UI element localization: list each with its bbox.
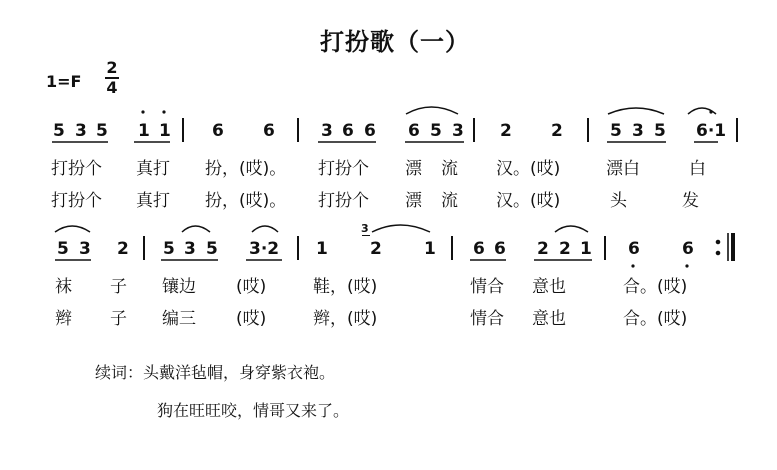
note: 3	[184, 239, 196, 259]
note: 3	[75, 121, 87, 141]
lyric-verse-2: 合。(哎)	[623, 309, 688, 329]
octave-dot-low	[631, 264, 634, 267]
lyric-verse-1: 打扮个	[51, 159, 102, 179]
lyric-verse-2: 扮，(哎)。	[205, 191, 287, 211]
note: 6	[494, 239, 506, 259]
lyric-verse-1: 汉。(哎)	[496, 159, 561, 179]
note: 1	[138, 121, 150, 141]
lyric-verse-2: 漂	[405, 191, 422, 211]
note: 2	[559, 239, 571, 259]
note: 3	[79, 239, 91, 259]
slur	[608, 108, 664, 114]
song-title: 打扮歌（一）	[320, 28, 470, 56]
lyric-verse-1: 白	[689, 159, 706, 179]
note: 6	[473, 239, 485, 259]
extra-verse-label: 续词：	[95, 363, 144, 382]
note: 3·2	[249, 239, 280, 259]
note: 6	[263, 121, 275, 141]
note: 1	[159, 121, 171, 141]
note: 2	[537, 239, 549, 259]
octave-dot-high	[141, 110, 144, 113]
note: 6	[364, 121, 376, 141]
note: 3	[452, 121, 464, 141]
lyric-verse-1: 真打	[136, 159, 170, 179]
octave-dot-high	[709, 110, 712, 113]
lyric-verse-1: 镶边	[162, 277, 196, 297]
note: 3	[321, 121, 333, 141]
lyric-verse-2: 打扮个	[318, 191, 369, 211]
slur	[55, 226, 90, 232]
lyric-verse-1: 袜	[55, 277, 72, 297]
lyric-verse-1: 子	[110, 277, 127, 297]
lyric-verse-1: 合。(哎)	[623, 277, 688, 297]
note: 3	[632, 121, 644, 141]
lyric-verse-2: 头	[610, 191, 627, 211]
lyric-verse-2: 发	[682, 191, 699, 211]
note: 2	[500, 121, 512, 141]
slur	[406, 107, 458, 114]
key-signature: 1=F	[46, 72, 82, 91]
lyric-verse-1: 扮，(哎)。	[205, 159, 287, 179]
note: 2	[551, 121, 563, 141]
octave-dot-high	[162, 110, 165, 113]
lyric-verse-2: (哎)	[236, 309, 267, 329]
octave-dot-low	[685, 264, 688, 267]
note: 5	[96, 121, 108, 141]
note: 5	[163, 239, 175, 259]
repeat-end-barline	[716, 233, 733, 261]
note: 1	[580, 239, 592, 259]
lyric-verse-2: 辫，(哎)	[313, 309, 378, 329]
note: 1	[316, 239, 328, 259]
lyric-verse-2: 子	[110, 309, 127, 329]
extra-verse-line-2: 狗在旺旺咬，情哥又来了。	[157, 401, 350, 420]
time-signature-top: 2	[106, 58, 118, 77]
time-signature-bottom: 4	[106, 78, 118, 97]
note: 2	[117, 239, 129, 259]
note: 5	[654, 121, 666, 141]
lyric-verse-2: 辫	[55, 309, 72, 329]
grace-note: 3	[361, 222, 369, 235]
lyric-verse-1: 打扮个	[318, 159, 369, 179]
note: 6	[408, 121, 420, 141]
note: 6	[212, 121, 224, 141]
note: 5	[430, 121, 442, 141]
lyric-verse-1: 鞋，(哎)	[313, 277, 378, 297]
lyric-verse-2: 意也	[532, 309, 566, 329]
slur	[252, 226, 278, 232]
note: 6	[628, 239, 640, 259]
lyric-verse-2: 流	[441, 191, 458, 211]
note: 6	[342, 121, 354, 141]
lyric-verse-1: 漂白	[606, 159, 640, 179]
lyric-verse-1: 意也	[532, 277, 566, 297]
note: 6	[682, 239, 694, 259]
note: 5	[610, 121, 622, 141]
note: 5	[206, 239, 218, 259]
slur	[555, 226, 588, 232]
lyric-verse-1: 情合	[470, 277, 504, 297]
note: 2	[370, 239, 382, 259]
tie	[372, 225, 430, 232]
note: 5	[57, 239, 69, 259]
lyric-verse-1: (哎)	[236, 277, 267, 297]
lyric-verse-2: 打扮个	[51, 191, 102, 211]
slur	[182, 226, 210, 232]
lyric-verse-1: 漂	[405, 159, 422, 179]
lyric-verse-1: 流	[441, 159, 458, 179]
lyric-verse-2: 真打	[136, 191, 170, 211]
grace-note-stroke	[362, 235, 370, 236]
lyric-verse-2: 编三	[162, 309, 196, 329]
note: 6·1	[696, 121, 727, 141]
note: 1	[424, 239, 436, 259]
lyric-verse-2: 汉。(哎)	[496, 191, 561, 211]
extra-verse-line-1: 头戴洋毡帽，身穿紫衣袍。	[143, 363, 336, 382]
lyric-verse-2: 情合	[470, 309, 504, 329]
note: 5	[53, 121, 65, 141]
